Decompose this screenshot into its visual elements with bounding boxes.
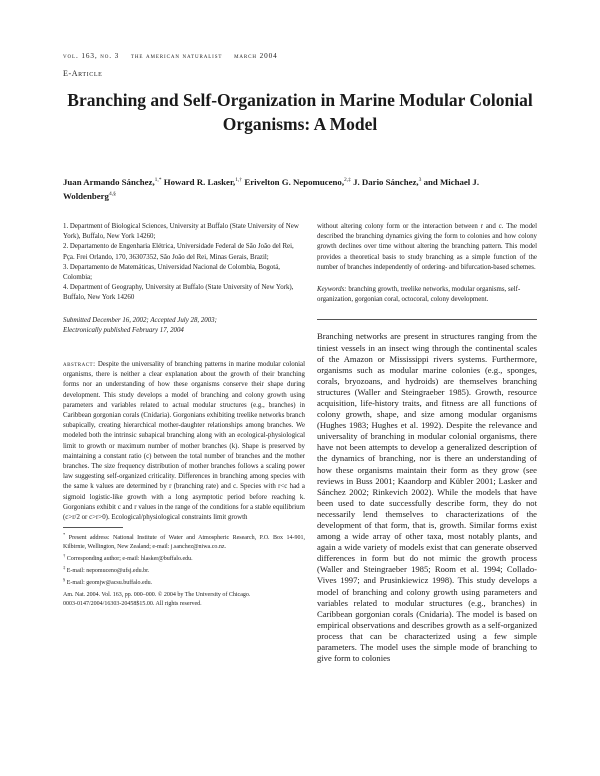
running-head-journal: the american naturalist xyxy=(130,52,223,60)
running-head xyxy=(63,52,287,60)
footnote-marker: § xyxy=(63,577,66,583)
footnote-text: E-mail: nepomuceno@ufsj.edu.br. xyxy=(66,568,150,575)
abstract-continuation: without altering colony form or the interaction between r and c. The model described the branching dynamics giving the form to colonies and how colony growth declines over time without altering the branching pattern. This model provides a theoretical basis to study branching as a simple function of the number of branches independently of ordering- and bifurcation-based schemes. xyxy=(317,223,537,271)
footnote xyxy=(63,579,305,588)
dates-submitted: Submitted December 16, 2002; Accepted July 28, 2003; xyxy=(63,316,217,324)
footnote xyxy=(63,567,305,576)
abstract-text: Despite the universality of branching patterns in marine modular colonial organisms, there is neither a clear explanation about the growth of their branching forms nor an understanding of how these organisms conserve their shape during development. This study develops a model of branching and colony growth using parameters and variables related to actual modular structures (e.g., branches) in Caribbean gorgonian corals (Cnidaria). Gorgonians exhibiting treelike networks branch subapically, creating hierarchical mother-daughter relationships among branches. We modeled both the intrinsic subapical branching along with an ecological-physiological limit to growth or maximum number of mother branches (k). Shape is preserved by maintaining a constant ratio (c) between the total number of branches and the mother branches. The size frequency distribution of mother branches follows a scaling power law suggesting self-organized criticality. Differences in branching among species with the same k values are determined by r (branching rate) and c. Species with r<c had a sigmoid logistic-like growth with a long asymptotic period before reaching k. Gorgonians exhibit c and r values in the range of the conditions for a stable equilibrium (c>r/2 or c>r>0). Ecological/physiological constraints limit growth xyxy=(63,361,305,522)
publication-dates xyxy=(63,316,305,336)
left-column xyxy=(63,222,305,609)
author-marker: 1,* xyxy=(154,177,162,184)
body-paragraph: Branching networks are present in structures ranging from the tiniest vessels in an insect wing through the continental scales of the Amazon or Mississippi rivers systems. Furthermore, organisms such as modular marine colonies (e.g., sponges, corals, bryozoans, and hydroids) are themselves branching structures (Waller and Steingraeber 1985). Growth, resource acquisition, life-history traits, and fitness are all functions of colony growth, shape, and size among modular organisms (Hughes 1983; Hughes et al. 1992). Despite the relevance and universality of branching in modular colonial organisms, there have not been attempts to develop a generalized description of the dynamics of branching, nor is there an understanding of how these organisms maintain their form as they grow (see reviews in Buss 2001; Kaandorp and Kübler 2001; Lasker and Sánchez 2002; Rinkevich 2002). While the models that have been used to date successfully describe form, they do not necessarily lend themselves to characterizations of the development of that form, that is, growth. Similar forms exist among a wide array of other taxa, most notably plants, and again a wide variety of models exist that can generate observed differences in form but do not mimic the growth process (Waller and Steingraeber 1985; Room et al. 1994; Collado-Vives 1997; and Prusinkiewicz 1998). This study develops a model of branching and colony growth using parameters and variables related to modular structures (e.g., branches) in Caribbean gorgonian corals (Cnidaria). The model is based on empirical observations and describes growth as a self-organized process that can be characterized using a few simple parameters. The model uses the simple mode of branching to give form to colonies xyxy=(317,331,537,664)
author-marker: 3 xyxy=(418,177,422,184)
footnote-marker: † xyxy=(63,553,66,559)
affiliation: 3. Departamento de Matemáticas, Universidad Nacional de Colombia, Bogotá, Colombia; xyxy=(63,263,280,282)
affiliations xyxy=(63,222,305,304)
dates-published: Electronically published February 17, 2004 xyxy=(63,326,184,334)
author-list xyxy=(63,175,533,203)
author-name: Howard R. Lasker, xyxy=(163,177,236,187)
footnote-text: Present address: National Institute of Water and Atmospheric Research, P.O. Box 14-901, Kilbirnie, Wellington, New Zealand; e-mail: j.sanchez@niwa.co.nz. xyxy=(63,535,306,551)
author-marker: 1,† xyxy=(235,177,243,184)
section-divider xyxy=(317,319,537,320)
affiliation: 1. Department of Biological Sciences, University at Buffalo (State University of New York), Buffalo, New York 14260; xyxy=(63,223,299,241)
footnotes xyxy=(63,534,305,609)
citation-line: Am. Nat. 2004. Vol. 163, pp. 000–000. © 2004 by The University of Chicago. xyxy=(63,592,251,599)
author-name: J. Dario Sánchez, xyxy=(353,177,419,187)
author-name: and Michael J. Woldenberg xyxy=(63,177,480,201)
abstract-label: abstract: xyxy=(63,361,96,369)
footnote-marker: ‡ xyxy=(63,565,66,571)
running-head-volume: vol. 163, no. 3 xyxy=(63,52,120,60)
footnote-text: E-mail: geomjw@acsu.buffalo.edu. xyxy=(66,580,153,587)
footnote-divider xyxy=(63,527,123,528)
author-name: Juan Armando Sánchez, xyxy=(63,177,155,187)
footnote-marker: * xyxy=(63,532,66,538)
author-name: Erivelton G. Nepomuceno, xyxy=(244,177,345,187)
author-marker: 2,‡ xyxy=(344,177,351,184)
author-marker: 4,§ xyxy=(108,191,116,198)
footnote xyxy=(63,534,305,552)
footnote-text: Corresponding author; e-mail: hlasker@buffalo.edu. xyxy=(66,556,193,563)
affiliation: 4. Department of Geography, University at Buffalo (State University of New York), Buffalo, New York 14260 xyxy=(63,284,294,302)
citation xyxy=(63,591,305,609)
citation-line: 0003-0147/2004/16303-20458$15.00. All rights reserved. xyxy=(63,601,202,608)
running-head-date: march 2004 xyxy=(234,52,278,60)
article-type: E-Article xyxy=(63,69,103,78)
keywords-label: Keywords: xyxy=(317,286,347,294)
keywords xyxy=(317,285,537,305)
keywords-text: branching growth, treelike networks, modular organisms, self-organization, gorgonian coral, octocoral, colony development. xyxy=(317,286,521,304)
footnote xyxy=(63,555,305,564)
right-column xyxy=(317,222,537,664)
abstract xyxy=(63,360,305,523)
affiliation: 2. Departamento de Engenharia Elétrica, Universidade Federal de São João del Rei, Pça. Frei Orlando, 170, 36307352, São João del Rei, Minas Gerais, Brazil; xyxy=(63,243,294,261)
paper-title: Branching and Self-Organization in Marine Modular Colonial Organisms: A Model xyxy=(67,90,533,134)
